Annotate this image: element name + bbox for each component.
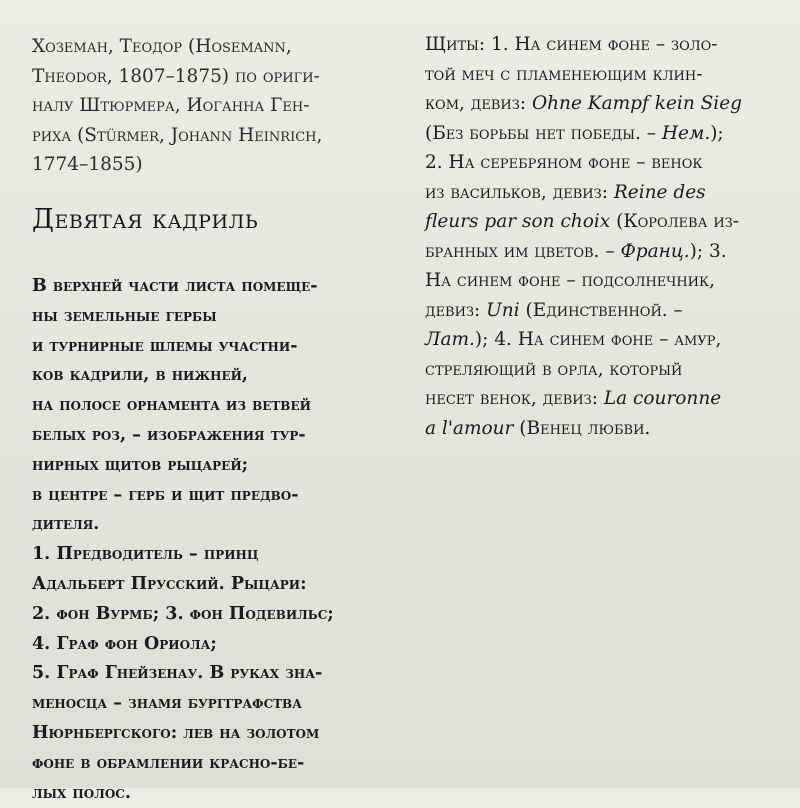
text-line [425,148,785,178]
shields-text [425,30,785,443]
text-line: 2. фон Вурмб; 3. фон Подевильс; [32,603,334,624]
text-run: ком, девиз: [425,93,532,114]
text-line: В верхней части листа помеще- [32,276,318,296]
text-line [425,414,785,444]
text-line: дителя. [32,514,100,535]
description-text [32,272,402,808]
text-line: лых полос. [32,782,131,803]
motto-text: Ohne Kampf kein Sieg [531,93,742,114]
text-run: ); 4. На синем фоне – амур, [474,329,722,350]
text-line: Адальберт Прусский. Рыцари: [32,573,307,594]
text-line: ны земельные гербы [32,305,217,326]
text-line [425,30,785,60]
text-run: бранных им цветов. – [425,240,621,262]
text-line [425,178,785,208]
text-line: и турнирные шлемы участни- [32,335,298,356]
text-run: несет венок, девиз: [425,388,604,409]
text-line: белых роз, – изображения тур- [32,424,306,445]
text-line [425,355,785,385]
text-run: (Без борьбы нет победы. – [425,122,662,144]
text-run: На синем фоне – подсолнечник, [425,270,715,291]
text-run: (Королева из- [610,211,740,232]
text-line [425,207,785,237]
credit-line: риха (Stürmer, Johann Heinrich, [32,124,323,146]
motto-text: Reine des [613,181,706,203]
text-line: меносца – знамя бургграфства [32,693,302,714]
text-run: (Венец любви. [513,417,651,439]
text-line: 5. Граф Гнейзенау. В руках зна- [32,663,323,684]
credit-line: Хоземан, Теодор (Hosemann, [32,36,292,57]
text-run: ); 3. [689,240,727,262]
language-abbr: Франц. [620,240,690,262]
text-run: стреляющий в орла, который [425,358,683,380]
author-credit [32,32,402,180]
text-line [425,296,785,326]
text-line: на полосе орнамента из ветвей [32,395,311,416]
text-line: Нюрнбергского: лев на золотом [32,722,320,743]
text-line: 4. Граф фон Ориола; [32,633,217,654]
credit-line: Theodor, 1807–1875) по ориги- [32,65,320,87]
text-line [425,266,785,296]
text-run: той меч с пламенеющим клин- [425,63,703,85]
text-run: (Единственной. – [519,299,683,321]
text-line [425,384,785,414]
language-abbr: Нем. [661,122,711,144]
text-run: из васильков, девиз: [425,181,614,203]
motto-text: Uni [486,299,520,321]
text-line [425,325,785,355]
motto-text: La couronne [603,388,722,409]
section-title: Девятая кадриль [32,204,259,235]
text-line [425,119,785,149]
text-line: нирных щитов рыцарей; [32,454,249,475]
text-line: фоне в обрамлении красно-бе- [32,752,305,773]
credit-line: налу Штюрмера, Иоганна Ген- [32,95,310,116]
text-run: Щиты: 1. На синем фоне – золо- [425,34,718,55]
text-run: 2. На серебряном фоне – венок [425,152,703,173]
text-line [425,89,785,119]
text-line [425,237,785,267]
text-run: ); [710,122,724,144]
language-abbr: Лат. [425,329,475,350]
text-run: девиз: [425,299,487,321]
text-line: 1. Предводитель – принц [32,544,259,565]
text-line: ков кадрили, в нижней, [32,365,249,386]
text-line: в центре – герб и щит предво- [32,484,299,505]
credit-line: 1774–1855) [32,154,143,175]
motto-text: fleurs par son choix [425,211,611,232]
text-line [425,60,785,90]
motto-text: a l'amour [425,417,514,439]
